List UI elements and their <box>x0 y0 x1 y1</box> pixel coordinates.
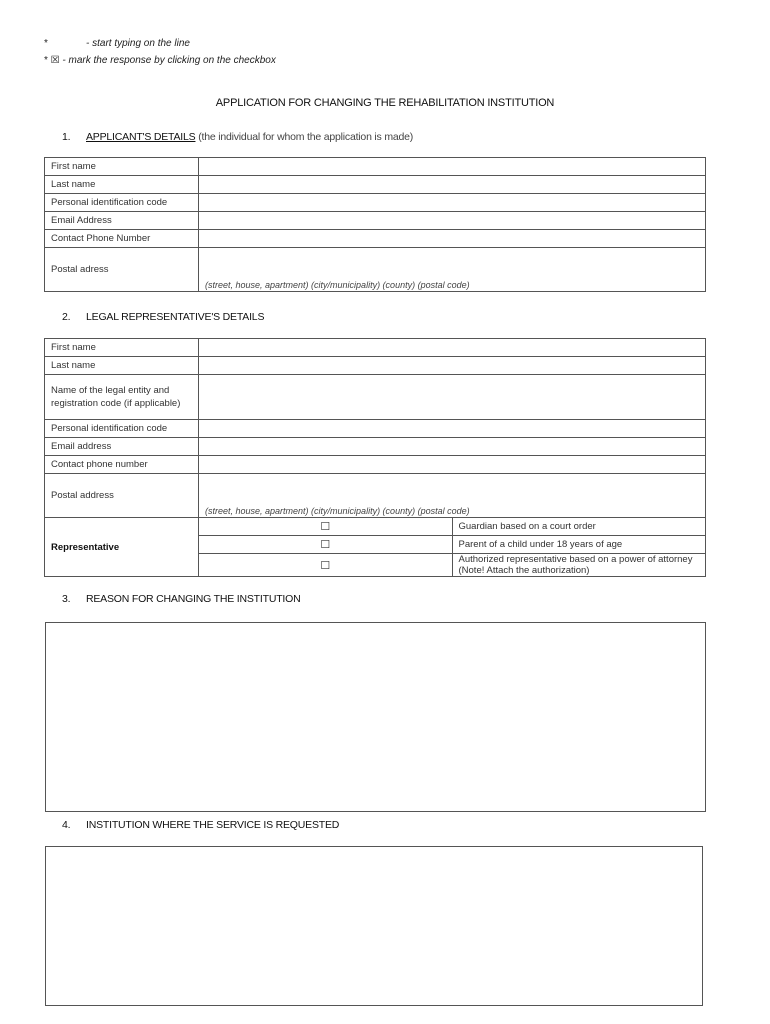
section-4-number: 4. <box>62 819 71 831</box>
rep-id-code-input[interactable] <box>199 420 706 438</box>
field-label: Postal adress <box>45 248 199 292</box>
table-row <box>45 420 706 438</box>
option-label: Parent of a child under 18 years of age <box>452 536 706 554</box>
table-row <box>45 518 706 536</box>
applicant-email-input[interactable] <box>199 212 706 230</box>
section-4-title: INSTITUTION WHERE THE SERVICE IS REQUESTED <box>86 819 340 831</box>
table-row <box>45 339 706 357</box>
rep-email-input[interactable] <box>199 438 706 456</box>
section-1-subtitle: (the individual for whom the application is made) <box>198 131 414 143</box>
applicant-postal-address-input[interactable]: (street, house, apartment) (city/municipality) (county) (postal code) <box>199 248 706 292</box>
table-row <box>45 438 706 456</box>
rep-postal-address-input[interactable]: (street, house, apartment) (city/municipality) (county) (postal code) <box>199 474 706 518</box>
field-label: Email Address <box>45 212 199 230</box>
checkbox-authorized-rep[interactable]: ☐ <box>199 554 453 577</box>
field-label: Postal address <box>45 474 199 518</box>
section-1-title: APPLICANT'S DETAILS <box>86 131 196 143</box>
institution-textarea[interactable] <box>45 846 703 1006</box>
field-label: Name of the legal entity and registration code (if applicable) <box>45 375 199 420</box>
field-label: Email address <box>45 438 199 456</box>
representative-label: Representative <box>45 518 199 577</box>
field-label: Contact phone number <box>45 456 199 474</box>
section-4-heading <box>62 819 339 831</box>
table-row <box>45 212 706 230</box>
applicant-id-code-input[interactable] <box>199 194 706 212</box>
table-row <box>45 194 706 212</box>
section-2-number: 2. <box>62 311 71 323</box>
checkbox-parent[interactable]: ☐ <box>199 536 453 554</box>
checkbox-guardian[interactable]: ☐ <box>199 518 453 536</box>
applicant-table <box>44 157 706 292</box>
section-3-title: REASON FOR CHANGING THE INSTITUTION <box>86 593 301 605</box>
section-3-heading <box>62 593 301 605</box>
table-row <box>45 456 706 474</box>
table-row <box>45 230 706 248</box>
instruction-typing-text: - start typing on the line <box>86 38 190 49</box>
representative-table <box>44 338 706 577</box>
rep-first-name-input[interactable] <box>199 339 706 357</box>
instruction-typing <box>44 38 190 49</box>
form-title: APPLICATION FOR CHANGING THE REHABILITATION INSTITUTION <box>215 97 555 109</box>
table-row <box>45 357 706 375</box>
field-label: First name <box>45 158 199 176</box>
field-label: Last name <box>45 357 199 375</box>
option-label: Authorized representative based on a power of attorney (Note! Attach the authorization) <box>452 554 706 577</box>
section-2-title: LEGAL REPRESENTATIVE'S DETAILS <box>86 311 265 323</box>
table-row <box>45 375 706 420</box>
applicant-last-name-input[interactable] <box>199 176 706 194</box>
section-1-number: 1. <box>62 131 71 143</box>
reason-textarea[interactable] <box>45 622 706 812</box>
applicant-first-name-input[interactable] <box>199 158 706 176</box>
field-label: Contact Phone Number <box>45 230 199 248</box>
field-label: Personal identification code <box>45 194 199 212</box>
rep-last-name-input[interactable] <box>199 357 706 375</box>
table-row <box>45 248 706 292</box>
field-label: Last name <box>45 176 199 194</box>
checkbox-mark: * ☒ <box>44 55 60 66</box>
applicant-phone-input[interactable] <box>199 230 706 248</box>
table-row <box>45 176 706 194</box>
asterisk-mark: * <box>44 38 48 49</box>
instruction-checkbox-text: - mark the response by clicking on the checkbox <box>62 55 276 66</box>
instruction-checkbox <box>44 55 276 66</box>
table-row <box>45 474 706 518</box>
option-label: Guardian based on a court order <box>452 518 706 536</box>
section-1-heading <box>62 131 413 143</box>
table-row <box>45 158 706 176</box>
rep-phone-input[interactable] <box>199 456 706 474</box>
field-label: Personal identification code <box>45 420 199 438</box>
rep-legal-entity-input[interactable] <box>199 375 706 420</box>
field-label: First name <box>45 339 199 357</box>
section-2-heading <box>62 311 264 323</box>
section-3-number: 3. <box>62 593 71 605</box>
